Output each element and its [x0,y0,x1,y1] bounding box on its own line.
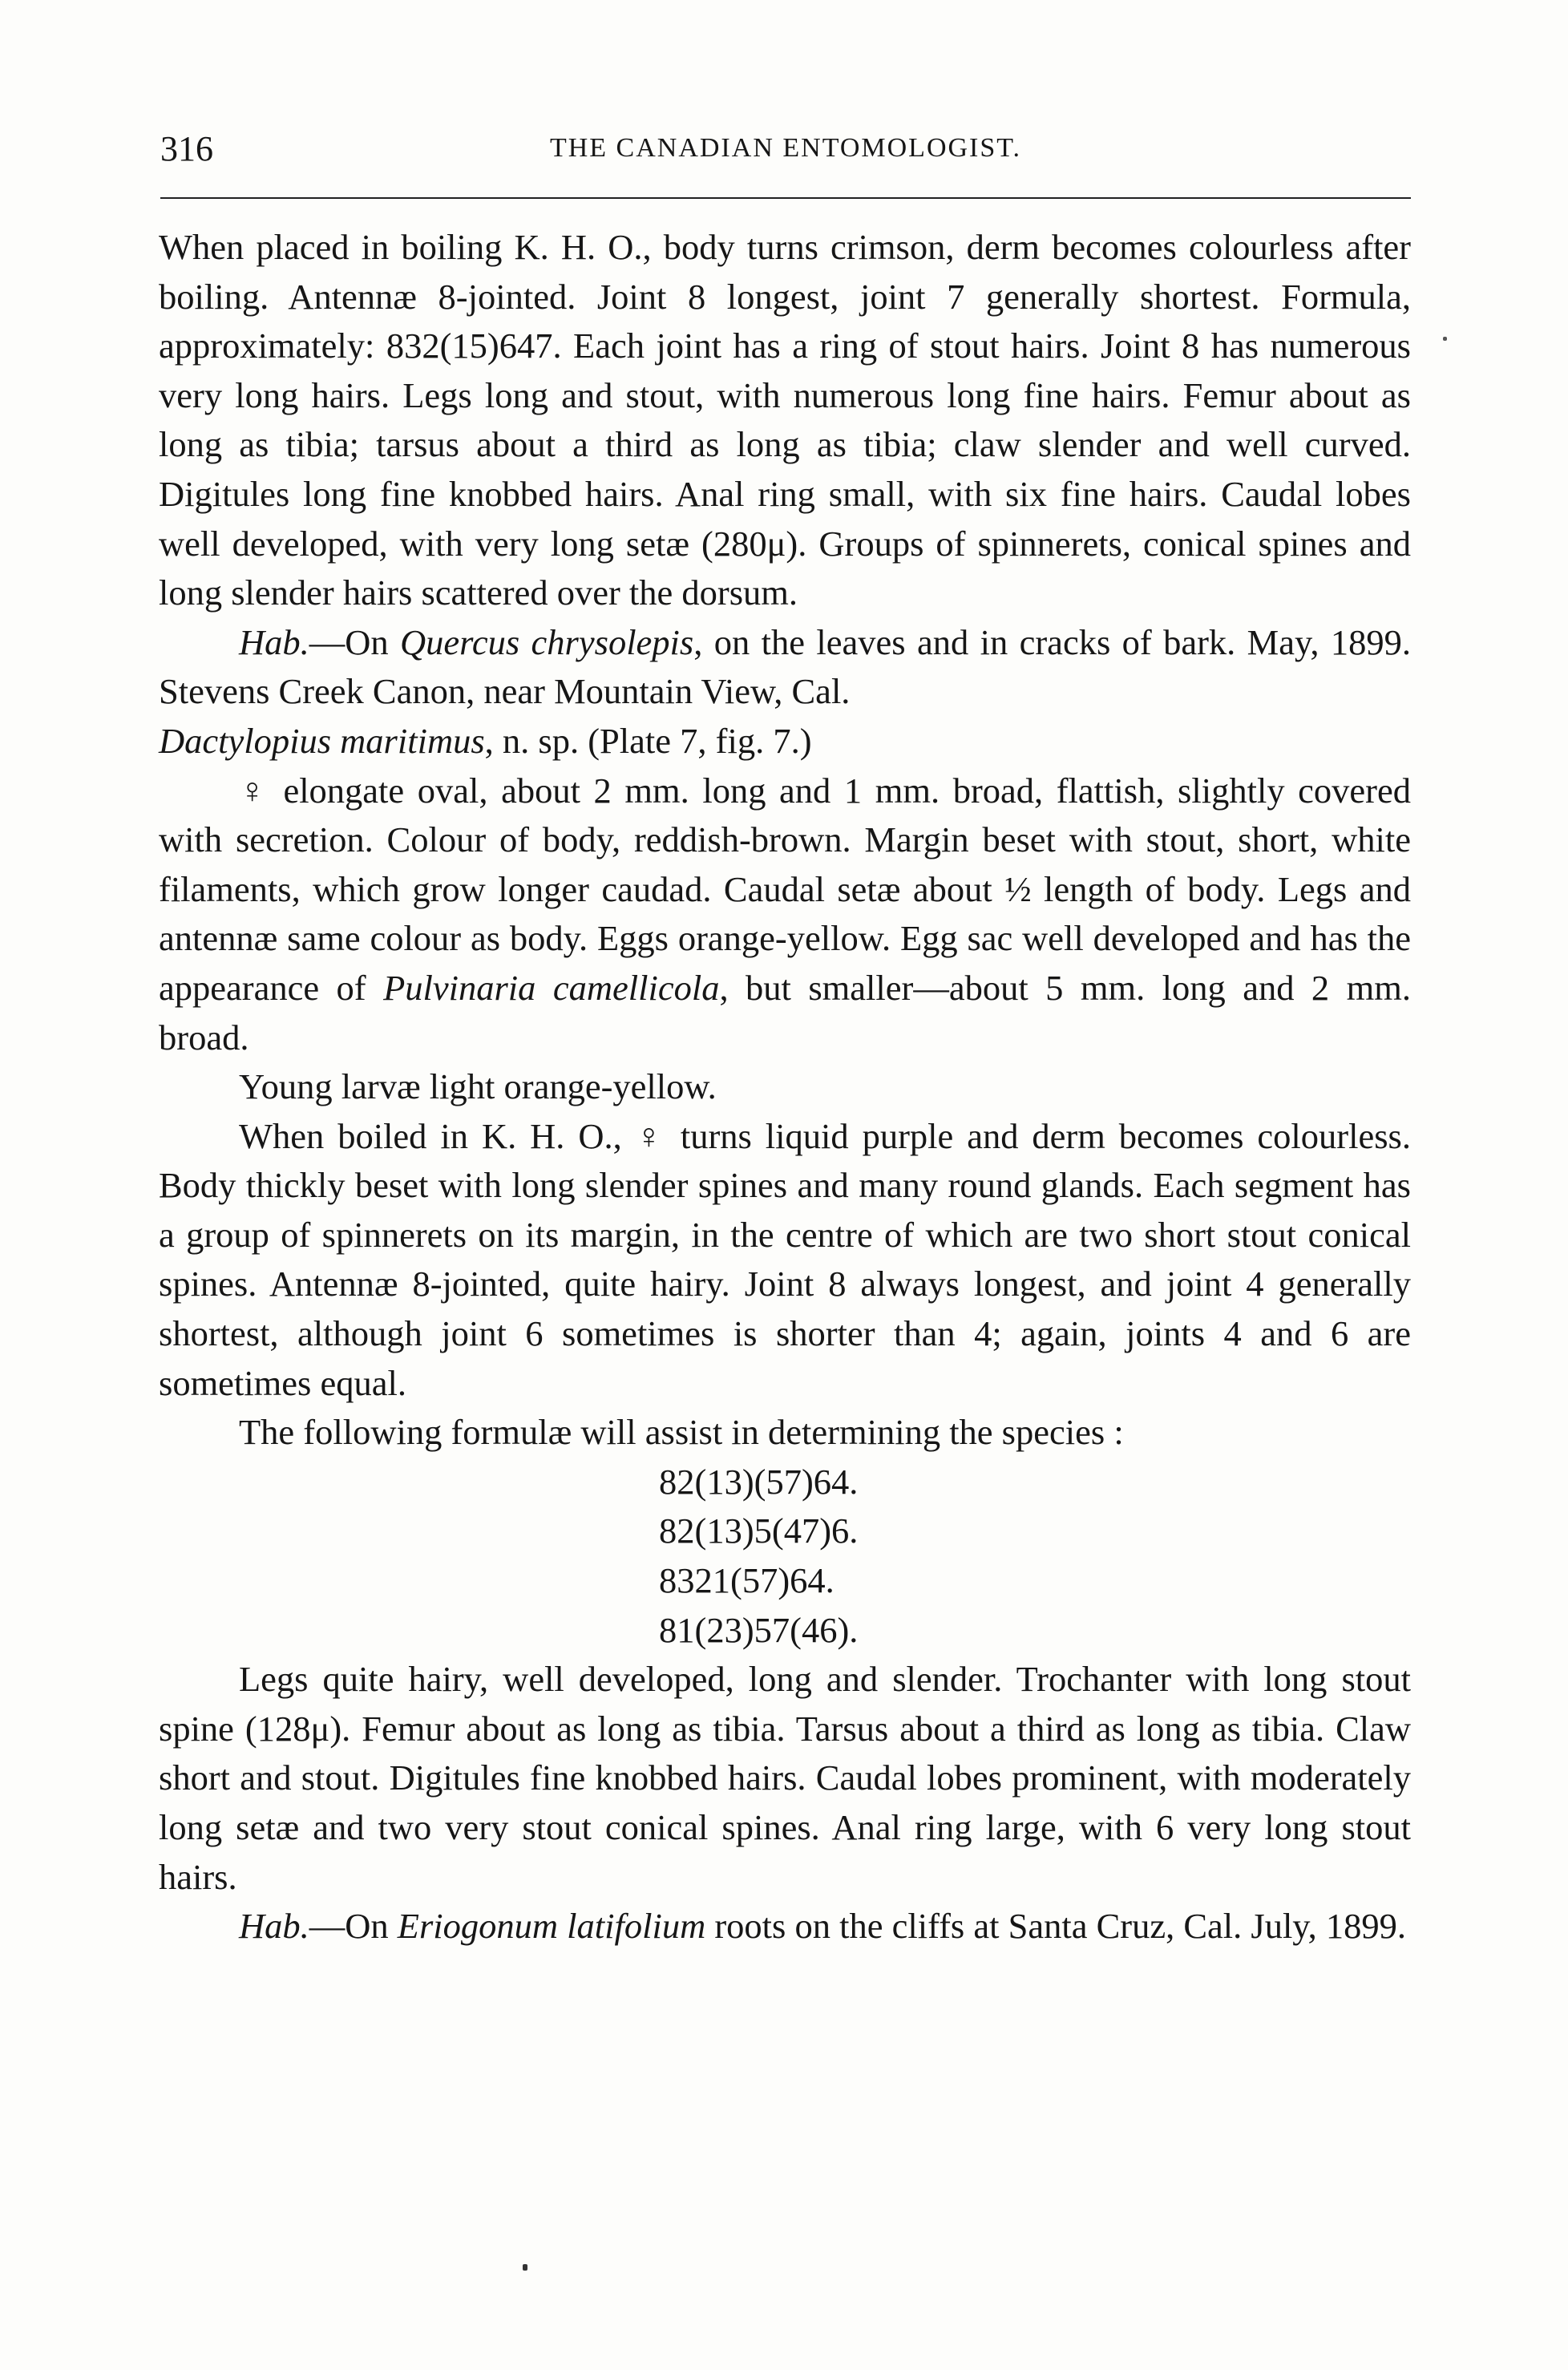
header-rule [160,197,1411,199]
habitat-details: roots on the cliffs at Santa Cruz, Cal. July, 1899. [705,1906,1407,1947]
body-text [159,223,1411,1951]
species-heading [159,717,1411,766]
antenna-formula: 82(13)(57)64. [659,1461,859,1502]
legs-description: Legs quite hairy, well developed, long and slender. Trochanter with long stout spine (128μ). Femur about as long as tibia. Tarsus about a third as long as tibia. Claw short and stout. Digitules fine knobbed hairs. Caudal lobes prominent, with moderately long setæ and two very stout conical spines. Anal ring large, with 6 very long stout hairs. [159,1659,1411,1897]
page-header [160,128,1411,173]
hab-label: Hab. [239,621,309,662]
boiled-description: When boiled in K. H. O., ♀ turns liquid purple and derm becomes colourless. Body thickly beset with long slender spines and many round glands. Each segment has a group of spinnerets on its margin, in the centre of which are two short stout conical spines. Antennæ 8-jointed, quite hairy. Joint 8 always longest, and joint 4 generally shortest, although joint 6 sometimes is shorter than 4; again, joints 4 and 6 are sometimes equal. [159,1115,1411,1403]
hab-label: Hab. [239,1906,309,1947]
host-plant-name: Quercus chrysolepis [400,621,694,662]
hab-dash: —On [309,621,401,662]
larvae-paragraph: Young larvæ light orange-yellow. [239,1066,717,1107]
page-speck [523,2264,527,2271]
page-number: 316 [160,129,213,168]
hab-dash: —On [309,1906,398,1947]
antenna-formula: 82(13)5(47)6. [659,1511,859,1551]
habitat-paragraph-2 [159,1902,1411,1951]
host-plant-name: Eriogonum latifolium [397,1906,706,1947]
female-description [159,766,1411,1063]
comparison-species-name: Pulvinaria camellicola [383,967,720,1008]
paragraph-description-continued: When placed in boiling K. H. O., body turns crimson, derm becomes colourless after boiling. Antennæ 8-jointed. Joint 8 longest, joint 7 generally shortest. Formula, approximately: 832(15)647. Each joint has a ring of stout hairs. Joint 8 has numerous very long hairs. Legs long and stout, with numerous long fine hairs. Femur about as long as tibia; tarsus about a third as long as tibia; claw slender and well curved. Digitules long fine knobbed hairs. Anal ring small, with six fine hairs. Caudal lobes well developed, with very long setæ (280μ). Groups of spinnerets, conical spines and long slender hairs scattered over the dorsum. [159,227,1411,613]
antenna-formula: 81(23)57(46). [659,1609,859,1650]
formulae-intro: The following formulæ will assist in determining the species : [239,1412,1124,1453]
antenna-formula: 8321(57)64. [659,1560,835,1601]
species-note: , n. sp. (Plate 7, fig. 7.) [484,720,812,761]
species-name: Dactylopius maritimus [159,720,485,761]
habitat-paragraph-1 [159,618,1411,717]
female-description-text: ♀ elongate oval, about 2 mm. long and 1 mm. broad, flattish, slightly covered with secretion. Colour of body, reddish-brown. Margin beset with stout, short, white filaments, which grow longer caudad. Caudal setæ about ½ length of body. Legs and antennæ same colour as body. Eggs orange-yellow. Egg sac well developed and has the appearance of [159,770,1411,1008]
female-description-end: , but smaller—about 5 mm. long and 2 mm. broad. [159,967,1411,1058]
habitat-details: , on the leaves and in cracks of bark. May, 1899. Stevens Creek Canon, near Mountain View, Cal. [159,621,1412,712]
running-head: THE CANADIAN ENTOMOLOGIST. [549,133,1022,163]
margin-speck [1443,337,1447,341]
antenna-formula-list [659,1458,1411,1655]
